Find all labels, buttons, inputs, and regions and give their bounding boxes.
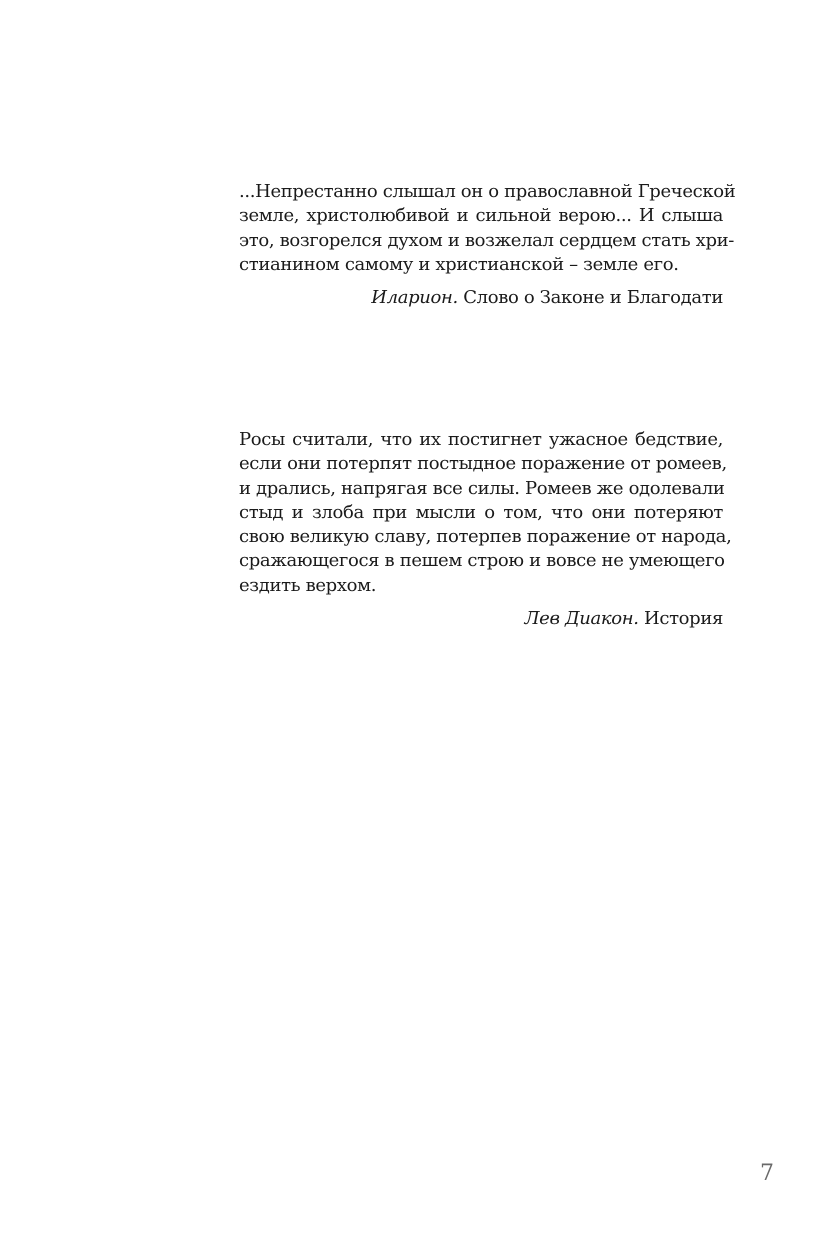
epigraph-line: свою великую славу, потерпев поражение от народа, — [239, 526, 732, 548]
epigraph-attribution — [239, 607, 723, 631]
epigraph-line: ...Непрестанно слышал он о православной Греческой — [239, 181, 736, 202]
epigraph-lev-diakon — [239, 428, 732, 631]
epigraph-line: сражающегося в пешем строю и вовсе не умеющего — [239, 550, 725, 572]
epigraph-attribution — [239, 286, 723, 310]
epigraph-ilarion — [239, 180, 736, 310]
epigraph-line: ездить верхом. — [239, 574, 377, 596]
attribution-author: Лев Диакон. — [524, 608, 639, 630]
page-number: 7 — [760, 1161, 774, 1186]
attribution-source: Слово о Законе и Благодати — [463, 287, 723, 309]
attribution-author: Иларион. — [371, 287, 458, 309]
attribution-source: История — [644, 608, 723, 630]
epigraph-line: земле, христолюбивой и сильной верою... И слыша — [239, 205, 723, 227]
epigraph-line: Росы считали, что их постигнет ужасное бедствие, — [239, 429, 723, 450]
epigraph-line: если они потерпят постыдное поражение от ромеев, — [239, 453, 727, 475]
epigraph-line: это, возгорелся духом и возжелал сердцем стать хри- — [239, 229, 735, 251]
epigraph-line: стианином самому и христианской – земле его. — [239, 253, 679, 275]
epigraph-line: и дрались, напрягая все силы. Ромеев же одолевали — [239, 477, 725, 499]
epigraph-line: стыд и злоба при мысли о том, что они потеряют — [239, 501, 723, 523]
